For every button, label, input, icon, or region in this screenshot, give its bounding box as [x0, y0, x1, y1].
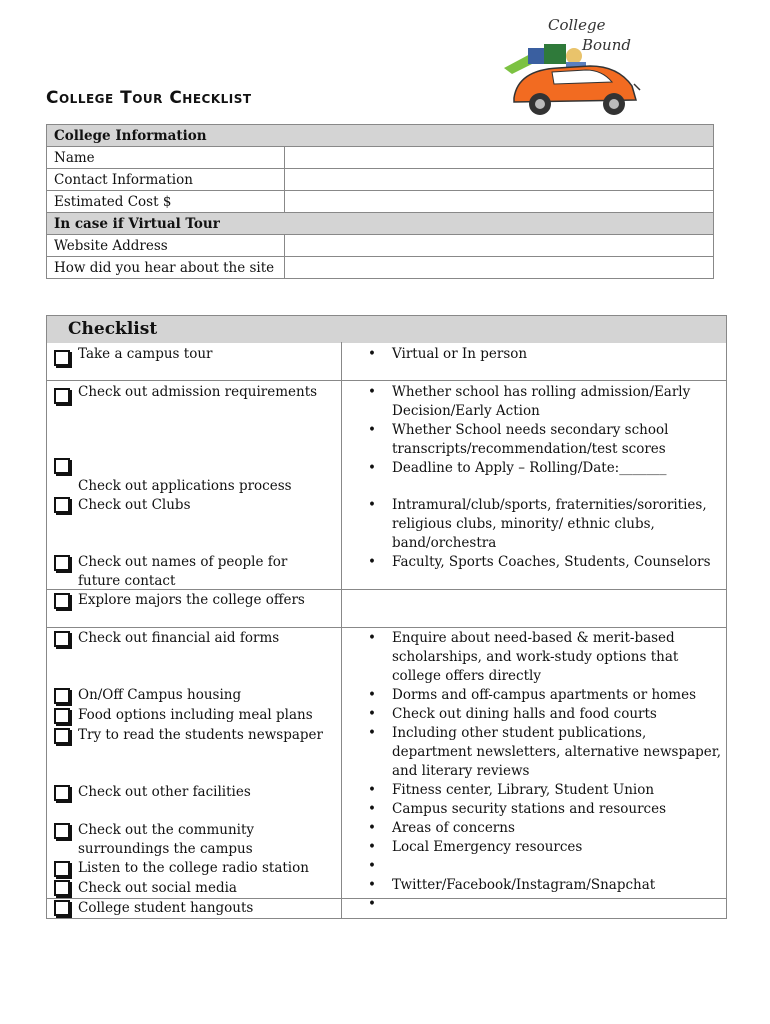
contact-information-field[interactable] [285, 169, 714, 191]
checkbox[interactable] [54, 350, 70, 366]
row-divider [47, 627, 726, 628]
checkbox[interactable] [54, 861, 70, 877]
note-item: • Whether School needs secondary school transcripts/recommendation/test scores [363, 421, 723, 459]
heard-about-site-field[interactable] [285, 257, 714, 279]
note-item: • Local Emergency resources [363, 838, 723, 857]
logo-line-1: College [548, 16, 606, 34]
note-item: • Faculty, Sports Coaches, Students, Counselors [363, 553, 723, 572]
note-item: • Fitness center, Library, Student Union [363, 781, 723, 800]
note-list [363, 629, 723, 914]
column-divider [341, 342, 342, 918]
page-title: College Tour Checklist [46, 88, 252, 108]
note-item: • Areas of concerns [363, 819, 723, 838]
note-item: • Deadline to Apply – Rolling/Date:_______ [363, 459, 723, 478]
task-item: Check out Clubs [78, 497, 191, 513]
checkbox[interactable] [54, 900, 70, 916]
note-item: • Dorms and off-campus apartments or homes [363, 686, 723, 705]
task-item: Check out the community surroundings the campus [78, 822, 255, 857]
checklist-header [47, 315, 726, 343]
note-item: • Campus security stations and resources [363, 800, 723, 819]
section-virtual-tour: In case if Virtual Tour [47, 213, 714, 235]
checkbox[interactable] [54, 728, 70, 744]
note-list [363, 345, 723, 364]
task-item: Take a campus tour [78, 346, 213, 362]
task-item: On/Off Campus housing [78, 687, 242, 703]
note-item: • Check out dining halls and food courts [363, 705, 723, 724]
checklist-table [46, 315, 727, 919]
task-item: Check out names of people for future contact [78, 554, 288, 589]
checkbox[interactable] [54, 497, 70, 513]
task-item: Food options including meal plans [78, 707, 313, 723]
logo-line-2: Bound [582, 36, 631, 54]
note-item [363, 857, 723, 876]
task-item: Check out applications process [78, 478, 292, 494]
checkbox[interactable] [54, 458, 70, 474]
section-college-information: College Information [47, 125, 714, 147]
checkbox[interactable] [54, 785, 70, 801]
car-illustration-icon [504, 44, 640, 115]
checkbox[interactable] [54, 555, 70, 571]
task-item: College student hangouts [78, 900, 254, 916]
note-item [363, 895, 723, 914]
note-list [363, 496, 723, 572]
note-list [363, 383, 723, 478]
note-item: • Including other student publications, department newsletters, alternative newspaper, and literary reviews [363, 724, 723, 781]
note-item: • Virtual or In person [363, 345, 723, 364]
name-label: Name [47, 147, 285, 169]
task-item: Try to read the students newspaper [78, 727, 324, 743]
heard-about-site-label: How did you hear about the site [47, 257, 285, 279]
task-item: Check out financial aid forms [78, 630, 280, 646]
checkbox[interactable] [54, 880, 70, 896]
task-item: Check out social media [78, 880, 237, 896]
note-item: • Enquire about need-based & merit-based scholarships, and work-study options that college offers directly [363, 629, 723, 686]
estimated-cost-label: Estimated Cost $ [47, 191, 285, 213]
checkbox[interactable] [54, 688, 70, 704]
note-item: • Intramural/club/sports, fraternities/sororities, religious clubs, minority/ ethnic clubs, band/orchestra [363, 496, 723, 553]
task-item: Check out admission requirements [78, 384, 318, 400]
checkbox[interactable] [54, 593, 70, 609]
estimated-cost-field[interactable] [285, 191, 714, 213]
row-divider [47, 380, 726, 381]
checkbox[interactable] [54, 823, 70, 839]
task-item: Explore majors the college offers [78, 592, 305, 608]
checklist-title: Checklist [68, 319, 158, 339]
name-field[interactable] [285, 147, 714, 169]
college-bound-logo [494, 8, 734, 120]
checkbox[interactable] [54, 631, 70, 647]
checkbox[interactable] [54, 388, 70, 404]
website-address-label: Website Address [47, 235, 285, 257]
website-address-field[interactable] [285, 235, 714, 257]
task-item: Listen to the college radio station [78, 860, 309, 876]
task-item: Check out other facilities [78, 784, 251, 800]
college-info-table [46, 124, 714, 279]
checkbox[interactable] [54, 708, 70, 724]
note-item: • Twitter/Facebook/Instagram/Snapchat [363, 876, 723, 895]
contact-information-label: Contact Information [47, 169, 285, 191]
note-item: • Whether school has rolling admission/Early Decision/Early Action [363, 383, 723, 421]
